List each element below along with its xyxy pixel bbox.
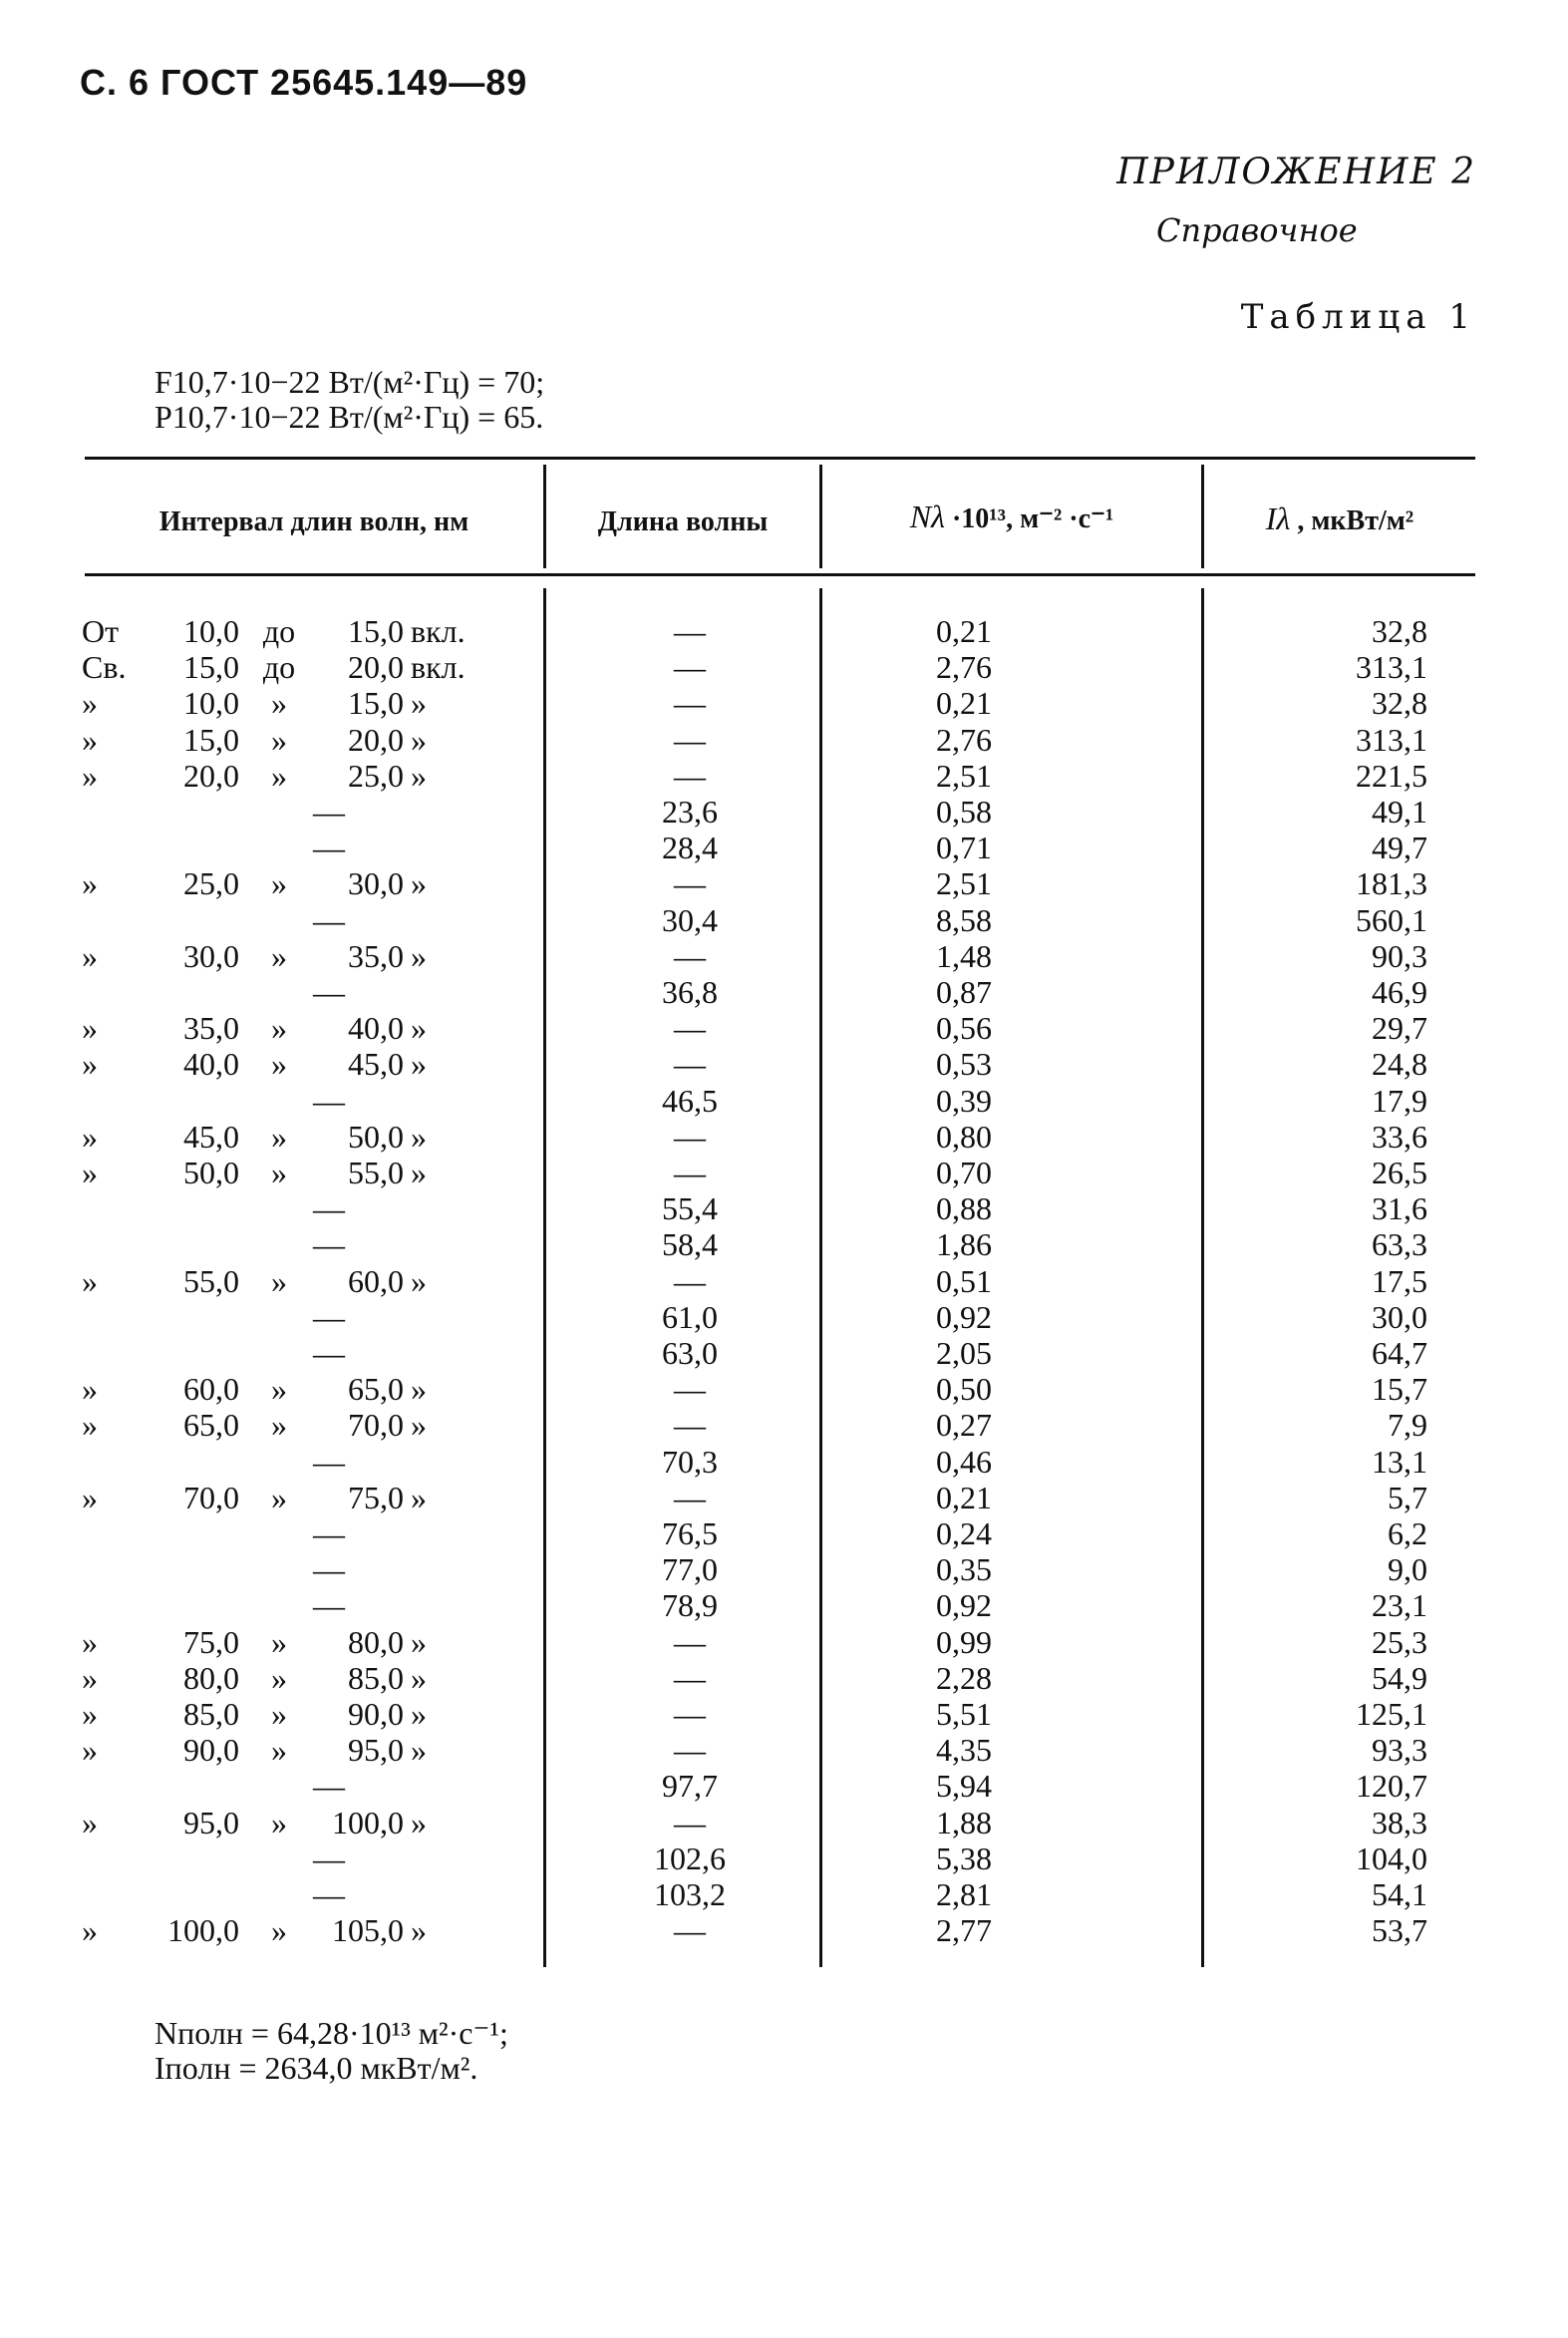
cell-to: 70,0 xyxy=(348,1407,404,1444)
cell-suf: вкл. xyxy=(411,649,466,686)
cell-mid: » xyxy=(271,937,287,974)
cell-from: 40,0 xyxy=(183,1046,239,1083)
cell-pref: » xyxy=(82,865,98,902)
cell-n: 5,94 xyxy=(936,1768,992,1805)
cell-to: 50,0 xyxy=(348,1118,404,1155)
table-row xyxy=(82,1840,1477,1876)
cell-i: 63,3 xyxy=(1372,1226,1427,1263)
cell-i: 46,9 xyxy=(1372,974,1427,1010)
cell-to: 20,0 xyxy=(348,721,404,758)
table-row xyxy=(82,830,1477,865)
cell-pref: » xyxy=(82,1118,98,1155)
cell-dash: — xyxy=(313,1335,345,1371)
cell-mid: » xyxy=(271,1046,287,1083)
cell-n: 0,71 xyxy=(936,830,992,866)
cell-i: 313,1 xyxy=(1356,649,1427,686)
cell-suf: вкл. xyxy=(411,613,466,649)
cell-i: 53,7 xyxy=(1372,1912,1427,1949)
cell-i: 32,8 xyxy=(1372,685,1427,722)
cell-wl: 46,5 xyxy=(662,1082,718,1119)
cell-from: 85,0 xyxy=(183,1696,239,1732)
cell-from: 100,0 xyxy=(167,1912,239,1949)
cell-i: 33,6 xyxy=(1372,1118,1427,1155)
cell-wl: 23,6 xyxy=(662,794,718,830)
cell-dash: — xyxy=(313,830,345,866)
cell-n: 0,99 xyxy=(936,1623,992,1660)
cell-n: 0,53 xyxy=(936,1046,992,1083)
cell-n: 8,58 xyxy=(936,901,992,938)
cell-i: 6,2 xyxy=(1388,1515,1427,1551)
cell-dash: — xyxy=(313,1443,345,1480)
cell-n: 2,51 xyxy=(936,757,992,794)
cell-dash: — xyxy=(313,1190,345,1227)
cell-mid: » xyxy=(271,1371,287,1408)
cell-i: 90,3 xyxy=(1372,937,1427,974)
cell-n: 0,21 xyxy=(936,613,992,649)
column-header-n xyxy=(822,499,1201,535)
cell-pref: » xyxy=(82,685,98,722)
table-row xyxy=(82,1876,1477,1912)
n-symbol: Nλ xyxy=(909,499,945,534)
appendix-subtitle: Справочное xyxy=(1156,211,1358,249)
cell-to: 30,0 xyxy=(348,865,404,902)
page-header: С. 6 ГОСТ 25645.149—89 xyxy=(80,62,528,103)
cell-i: 54,9 xyxy=(1372,1659,1427,1696)
cell-i: 7,9 xyxy=(1388,1407,1427,1444)
cell-i: 29,7 xyxy=(1372,1010,1427,1047)
cell-to: 75,0 xyxy=(348,1479,404,1515)
cell-pref: » xyxy=(82,1623,98,1660)
cell-from: 50,0 xyxy=(183,1155,239,1190)
cell-pref: » xyxy=(82,757,98,794)
cell-pref: » xyxy=(82,1010,98,1047)
cell-from: 80,0 xyxy=(183,1659,239,1696)
cell-from: 75,0 xyxy=(183,1623,239,1660)
cell-wl: — xyxy=(674,865,706,902)
table-row xyxy=(82,1155,1477,1190)
cell-mid: до xyxy=(262,613,296,649)
cell-wl: — xyxy=(674,1155,706,1190)
cell-n: 1,86 xyxy=(936,1226,992,1263)
cell-to: 35,0 xyxy=(348,937,404,974)
cell-from: 65,0 xyxy=(183,1407,239,1444)
cell-mid: » xyxy=(271,1804,287,1840)
table-row xyxy=(82,758,1477,794)
cell-suf: » xyxy=(411,1118,427,1155)
cell-n: 0,21 xyxy=(936,1479,992,1515)
cell-i: 313,1 xyxy=(1356,721,1427,758)
cell-n: 0,80 xyxy=(936,1118,992,1155)
cell-dash: — xyxy=(313,1876,345,1912)
flux-f-line: F10,7·10−22 Вт/(м²·Гц) = 70; xyxy=(155,364,545,400)
cell-to: 60,0 xyxy=(348,1262,404,1299)
cell-dash: — xyxy=(313,1226,345,1263)
cell-i: 104,0 xyxy=(1356,1839,1427,1876)
table-row xyxy=(82,722,1477,758)
table-row xyxy=(82,1551,1477,1587)
cell-wl: — xyxy=(674,1046,706,1083)
table-row xyxy=(82,1010,1477,1046)
cell-from: 20,0 xyxy=(183,757,239,794)
table-row xyxy=(82,1119,1477,1155)
cell-from: 30,0 xyxy=(183,937,239,974)
cell-to: 40,0 xyxy=(348,1010,404,1047)
cell-pref: » xyxy=(82,1912,98,1949)
cell-wl: 55,4 xyxy=(662,1190,718,1227)
cell-wl: — xyxy=(674,1407,706,1444)
cell-suf: » xyxy=(411,1623,427,1660)
cell-pref: » xyxy=(82,1804,98,1840)
cell-n: 0,70 xyxy=(936,1155,992,1190)
cell-i: 560,1 xyxy=(1356,901,1427,938)
cell-n: 2,28 xyxy=(936,1659,992,1696)
cell-i: 32,8 xyxy=(1372,613,1427,649)
cell-suf: » xyxy=(411,1010,427,1047)
cell-i: 15,7 xyxy=(1372,1371,1427,1408)
cell-wl: — xyxy=(674,685,706,722)
cell-to: 55,0 xyxy=(348,1155,404,1190)
cell-wl: — xyxy=(674,649,706,686)
cell-dash: — xyxy=(313,1587,345,1624)
cell-suf: » xyxy=(411,1804,427,1840)
table-row xyxy=(82,613,1477,649)
column-header-wavelength: Длина волны xyxy=(597,506,769,537)
table-row xyxy=(82,1624,1477,1660)
cell-dash: — xyxy=(313,1839,345,1876)
table-row xyxy=(82,1732,1477,1768)
cell-suf: » xyxy=(411,685,427,722)
cell-dash: — xyxy=(313,1768,345,1805)
cell-to: 25,0 xyxy=(348,757,404,794)
cell-pref: » xyxy=(82,1407,98,1444)
cell-wl: — xyxy=(674,613,706,649)
cell-dash: — xyxy=(313,794,345,830)
cell-mid: » xyxy=(271,1010,287,1047)
table-caption: Таблица 1 xyxy=(1240,297,1476,337)
flux-p-line: P10,7·10−22 Вт/(м²·Гц) = 65. xyxy=(155,399,544,435)
table-row xyxy=(82,1660,1477,1696)
cell-wl: 61,0 xyxy=(662,1298,718,1335)
n-unit: ·10¹³, м⁻² ·с⁻¹ xyxy=(951,503,1114,534)
i-symbol: Iλ xyxy=(1265,501,1291,536)
cell-to: 90,0 xyxy=(348,1696,404,1732)
cell-from: 35,0 xyxy=(183,1010,239,1047)
cell-i: 24,8 xyxy=(1372,1046,1427,1083)
cell-wl: 102,6 xyxy=(654,1839,726,1876)
table-row xyxy=(82,649,1477,685)
cell-to: 80,0 xyxy=(348,1623,404,1660)
cell-wl: 28,4 xyxy=(662,830,718,866)
cell-n: 2,76 xyxy=(936,649,992,686)
cell-from: 25,0 xyxy=(183,865,239,902)
cell-pref: » xyxy=(82,1046,98,1083)
cell-from: 10,0 xyxy=(183,685,239,722)
cell-n: 0,50 xyxy=(936,1371,992,1408)
table-row xyxy=(82,1226,1477,1262)
cell-i: 125,1 xyxy=(1356,1696,1427,1732)
cell-suf: » xyxy=(411,757,427,794)
cell-n: 0,88 xyxy=(936,1190,992,1227)
cell-n: 1,88 xyxy=(936,1804,992,1840)
table-row xyxy=(82,1515,1477,1551)
cell-suf: » xyxy=(411,1046,427,1083)
cell-wl: — xyxy=(674,1010,706,1047)
cell-n: 2,76 xyxy=(936,721,992,758)
table-row xyxy=(82,1587,1477,1623)
table-row xyxy=(82,865,1477,901)
cell-dash: — xyxy=(313,1298,345,1335)
cell-mid: » xyxy=(271,1118,287,1155)
cell-mid: » xyxy=(271,721,287,758)
cell-i: 26,5 xyxy=(1372,1155,1427,1190)
cell-pref: » xyxy=(82,1732,98,1769)
cell-suf: » xyxy=(411,1155,427,1190)
cell-n: 0,58 xyxy=(936,794,992,830)
cell-pref: » xyxy=(82,721,98,758)
table-row xyxy=(82,685,1477,721)
table-row xyxy=(82,1299,1477,1335)
cell-suf: » xyxy=(411,865,427,902)
cell-to: 15,0 xyxy=(348,613,404,649)
cell-suf: » xyxy=(411,1659,427,1696)
cell-suf: » xyxy=(411,937,427,974)
table-row xyxy=(82,1046,1477,1082)
cell-pref: » xyxy=(82,1155,98,1190)
cell-suf: » xyxy=(411,1371,427,1408)
cell-wl: — xyxy=(674,1262,706,1299)
cell-i: 120,7 xyxy=(1356,1768,1427,1805)
cell-pref: » xyxy=(82,937,98,974)
table-row xyxy=(82,1407,1477,1443)
cell-wl: 36,8 xyxy=(662,974,718,1010)
cell-i: 17,9 xyxy=(1372,1082,1427,1119)
cell-pref: » xyxy=(82,1659,98,1696)
cell-wl: — xyxy=(674,1804,706,1840)
cell-from: 95,0 xyxy=(183,1804,239,1840)
cell-from: 90,0 xyxy=(183,1732,239,1769)
cell-to: 100,0 xyxy=(332,1804,404,1840)
cell-n: 2,81 xyxy=(936,1876,992,1912)
cell-from: 70,0 xyxy=(183,1479,239,1515)
cell-pref: От xyxy=(82,613,120,649)
cell-mid: » xyxy=(271,1696,287,1732)
cell-dash: — xyxy=(313,901,345,938)
table-row xyxy=(82,1912,1477,1948)
cell-i: 23,1 xyxy=(1372,1587,1427,1624)
table-row xyxy=(82,794,1477,830)
cell-i: 64,7 xyxy=(1372,1335,1427,1371)
cell-to: 65,0 xyxy=(348,1371,404,1408)
cell-to: 105,0 xyxy=(332,1912,404,1949)
cell-n: 5,38 xyxy=(936,1839,992,1876)
cell-mid: » xyxy=(271,1623,287,1660)
cell-wl: 103,2 xyxy=(654,1876,726,1912)
column-header-interval: Интервал длин волн, нм xyxy=(158,506,470,537)
table-row xyxy=(82,1371,1477,1407)
cell-n: 2,05 xyxy=(936,1335,992,1371)
cell-wl: — xyxy=(674,1732,706,1769)
table-top-rule xyxy=(85,457,1475,460)
cell-wl: 77,0 xyxy=(662,1551,718,1588)
cell-wl: 76,5 xyxy=(662,1515,718,1551)
cell-wl: 78,9 xyxy=(662,1587,718,1624)
table-row xyxy=(82,1335,1477,1371)
cell-mid: » xyxy=(271,1659,287,1696)
cell-n: 5,51 xyxy=(936,1696,992,1732)
cell-n: 4,35 xyxy=(936,1732,992,1769)
cell-pref: Св. xyxy=(82,649,127,686)
cell-i: 38,3 xyxy=(1372,1804,1427,1840)
cell-i: 5,7 xyxy=(1388,1479,1427,1515)
cell-pref: » xyxy=(82,1479,98,1515)
cell-pref: » xyxy=(82,1696,98,1732)
cell-wl: 63,0 xyxy=(662,1335,718,1371)
total-n: Nполн = 64,28·10¹³ м²·с⁻¹; xyxy=(155,2015,508,2051)
cell-from: 45,0 xyxy=(183,1118,239,1155)
cell-dash: — xyxy=(313,1551,345,1588)
cell-from: 55,0 xyxy=(183,1262,239,1299)
cell-wl: — xyxy=(674,1371,706,1408)
appendix-title: ПРИЛОЖЕНИЕ 2 xyxy=(1116,152,1476,192)
cell-i: 49,7 xyxy=(1372,830,1427,866)
cell-wl: — xyxy=(674,757,706,794)
cell-pref: » xyxy=(82,1262,98,1299)
cell-n: 0,92 xyxy=(936,1298,992,1335)
cell-n: 2,51 xyxy=(936,865,992,902)
cell-from: 60,0 xyxy=(183,1371,239,1408)
cell-mid: » xyxy=(271,757,287,794)
cell-wl: — xyxy=(674,1479,706,1515)
cell-i: 17,5 xyxy=(1372,1262,1427,1299)
cell-suf: » xyxy=(411,721,427,758)
cell-mid: » xyxy=(271,1262,287,1299)
cell-mid: » xyxy=(271,1479,287,1515)
column-header-i xyxy=(1204,501,1475,537)
cell-n: 0,92 xyxy=(936,1587,992,1624)
cell-dash: — xyxy=(313,974,345,1010)
cell-suf: » xyxy=(411,1732,427,1769)
cell-n: 0,56 xyxy=(936,1010,992,1047)
cell-from: 10,0 xyxy=(183,613,239,649)
cell-suf: » xyxy=(411,1407,427,1444)
cell-to: 15,0 xyxy=(348,685,404,722)
table-row xyxy=(82,1083,1477,1119)
table-row xyxy=(82,974,1477,1010)
cell-i: 93,3 xyxy=(1372,1732,1427,1769)
table-row xyxy=(82,1696,1477,1732)
cell-wl: — xyxy=(674,1912,706,1949)
cell-mid: до xyxy=(262,649,296,686)
total-i: Iполн = 2634,0 мкВт/м². xyxy=(155,2050,478,2086)
cell-to: 20,0 xyxy=(348,649,404,686)
cell-mid: » xyxy=(271,685,287,722)
cell-wl: — xyxy=(674,937,706,974)
cell-n: 0,46 xyxy=(936,1443,992,1480)
cell-dash: — xyxy=(313,1515,345,1551)
cell-wl: 30,4 xyxy=(662,901,718,938)
table-row xyxy=(82,938,1477,974)
cell-i: 13,1 xyxy=(1372,1443,1427,1480)
cell-dash: — xyxy=(313,1082,345,1119)
cell-i: 221,5 xyxy=(1356,757,1427,794)
cell-wl: 70,3 xyxy=(662,1443,718,1480)
cell-wl: — xyxy=(674,1623,706,1660)
i-unit: , мкВт/м² xyxy=(1297,505,1414,536)
cell-i: 25,3 xyxy=(1372,1623,1427,1660)
table-row xyxy=(82,1480,1477,1515)
cell-n: 2,77 xyxy=(936,1912,992,1949)
cell-n: 0,24 xyxy=(936,1515,992,1551)
table-row xyxy=(82,1263,1477,1299)
cell-wl: 97,7 xyxy=(662,1768,718,1805)
cell-from: 15,0 xyxy=(183,721,239,758)
cell-mid: » xyxy=(271,1155,287,1190)
cell-wl: 58,4 xyxy=(662,1226,718,1263)
cell-i: 30,0 xyxy=(1372,1298,1427,1335)
table-header-rule xyxy=(85,573,1475,576)
table-row xyxy=(82,1805,1477,1840)
cell-n: 1,48 xyxy=(936,937,992,974)
cell-wl: — xyxy=(674,1696,706,1732)
cell-mid: » xyxy=(271,865,287,902)
cell-suf: » xyxy=(411,1479,427,1515)
cell-i: 9,0 xyxy=(1388,1551,1427,1588)
table-row xyxy=(82,1190,1477,1226)
table-row xyxy=(82,1444,1477,1480)
cell-i: 31,6 xyxy=(1372,1190,1427,1227)
cell-to: 45,0 xyxy=(348,1046,404,1083)
cell-n: 0,39 xyxy=(936,1082,992,1119)
cell-suf: » xyxy=(411,1262,427,1299)
cell-i: 181,3 xyxy=(1356,865,1427,902)
cell-suf: » xyxy=(411,1696,427,1732)
cell-n: 0,87 xyxy=(936,974,992,1010)
cell-n: 0,27 xyxy=(936,1407,992,1444)
cell-wl: — xyxy=(674,1659,706,1696)
cell-n: 0,35 xyxy=(936,1551,992,1588)
table-row xyxy=(82,902,1477,938)
cell-from: 15,0 xyxy=(183,649,239,686)
cell-mid: » xyxy=(271,1407,287,1444)
cell-n: 0,21 xyxy=(936,685,992,722)
cell-to: 85,0 xyxy=(348,1659,404,1696)
cell-wl: — xyxy=(674,1118,706,1155)
cell-to: 95,0 xyxy=(348,1732,404,1769)
cell-wl: — xyxy=(674,721,706,758)
cell-mid: » xyxy=(271,1732,287,1769)
cell-mid: » xyxy=(271,1912,287,1949)
cell-i: 49,1 xyxy=(1372,794,1427,830)
cell-suf: » xyxy=(411,1912,427,1949)
cell-i: 54,1 xyxy=(1372,1876,1427,1912)
cell-pref: » xyxy=(82,1371,98,1408)
table-row xyxy=(82,1768,1477,1804)
cell-n: 0,51 xyxy=(936,1262,992,1299)
